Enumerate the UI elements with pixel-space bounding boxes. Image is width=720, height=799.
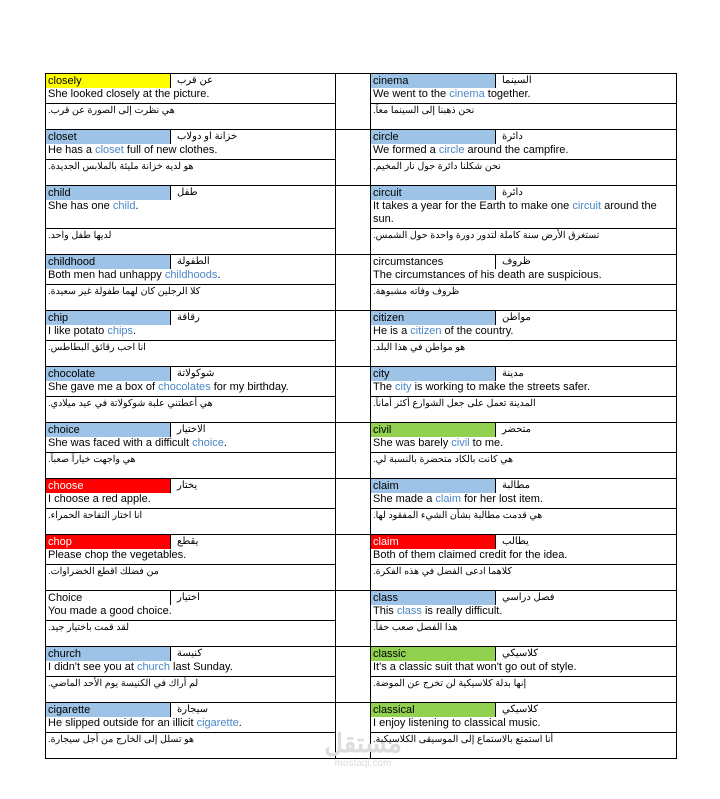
sentence-text: He has a	[48, 144, 96, 156]
arabic-translation: لقد قمت باختيار جيد.	[48, 622, 129, 633]
example-sentence	[371, 144, 676, 160]
sentence-text: This	[373, 605, 397, 617]
example-sentence	[371, 200, 676, 229]
arabic-translation: إنها بدلة كلاسيكية لن تخرج عن الموضة.	[373, 678, 527, 689]
column-gap	[336, 591, 371, 647]
sentence-text: He is a	[373, 325, 411, 337]
sentence-text: She has one	[48, 200, 113, 212]
arabic-word: دائرة	[502, 131, 523, 142]
vocab-entry-left	[46, 74, 336, 130]
example-sentence	[371, 493, 676, 509]
english-word: circumstances	[371, 255, 496, 269]
example-sentence	[371, 717, 676, 733]
arabic-translation: ظروف وفاته مشبوهة.	[373, 286, 460, 297]
highlighted-keyword: church	[136, 661, 170, 673]
example-sentence	[371, 269, 676, 285]
example-sentence	[46, 144, 335, 160]
vocab-entry-right	[371, 255, 677, 311]
vocab-entry-left	[46, 703, 336, 759]
vocab-entry-right	[371, 311, 677, 367]
sentence-text-end: for her lost item.	[461, 493, 543, 505]
vocab-entry-left	[46, 311, 336, 367]
table-row	[46, 186, 677, 255]
arabic-word: مدينة	[502, 368, 524, 379]
vocab-entry-left	[46, 367, 336, 423]
english-word: cigarette	[46, 703, 171, 717]
arabic-translation: انا اختار التفاحة الحمراء.	[48, 510, 143, 521]
arabic-translation: لديها طفل واحد.	[48, 230, 112, 241]
arabic-translation: كلاهما ادعى الفضل في هذه الفكرة.	[373, 566, 512, 577]
watermark-sub: mostaql.com	[334, 758, 392, 769]
sentence-text: It's a classic suit that won't go out of style.	[373, 661, 577, 673]
arabic-word: السينما	[502, 75, 532, 86]
vocabulary-table	[45, 73, 677, 759]
arabic-translation: تستغرق الأرض سنة كاملة لتدور دورة واحدة حول الشمس.	[373, 230, 600, 241]
sentence-text-end: .	[238, 717, 242, 729]
sentence-text: You made a good choice.	[48, 605, 172, 617]
vocab-entry-right	[371, 647, 677, 703]
english-word: claim	[371, 535, 496, 549]
english-word: child	[46, 186, 171, 200]
sentence-text-end: .	[223, 437, 227, 449]
arabic-translation: نحن شكلنا دائرة حول نار المخيم.	[373, 161, 501, 172]
english-word: choose	[46, 479, 171, 493]
column-gap	[336, 311, 371, 367]
sentence-text: The circumstances of his death are suspicious.	[373, 269, 602, 281]
sentence-text-end: is working to make the streets safer.	[411, 381, 591, 393]
arabic-translation: هي واجهت خياراً صعباً.	[48, 454, 136, 465]
vocab-entry-left	[46, 479, 336, 535]
english-word: closely	[46, 74, 171, 88]
highlighted-keyword: chocolates	[158, 381, 211, 393]
arabic-translation: هي أعطتني علبة شوكولاتة في عيد ميلادي.	[48, 398, 213, 409]
table-row	[46, 423, 677, 479]
example-sentence	[371, 549, 676, 565]
arabic-word: شوكولاتة	[177, 368, 215, 379]
arabic-translation: هو مواطن في هذا البلد.	[373, 342, 466, 353]
arabic-translation: هو تسلل إلى الخارج من أجل سيجارة.	[48, 734, 195, 745]
sentence-text: We went to the	[373, 88, 450, 100]
sentence-text-end: around the sun.	[373, 200, 657, 225]
example-sentence	[46, 493, 335, 509]
highlighted-keyword: childhoods	[164, 269, 218, 281]
sentence-text: She made a	[373, 493, 436, 505]
table-row	[46, 311, 677, 367]
arabic-translation: هي قدمت مطالبة بشأن الشيء المفقود لها.	[373, 510, 543, 521]
column-gap	[336, 130, 371, 186]
english-word: classical	[371, 703, 496, 717]
arabic-word: متحضر	[502, 424, 532, 435]
column-gap	[336, 255, 371, 311]
english-word: civil	[371, 423, 496, 437]
arabic-word: دائرة	[502, 187, 523, 198]
arabic-word: يطالب	[502, 536, 529, 547]
english-word: chocolate	[46, 367, 171, 381]
column-gap	[336, 535, 371, 591]
example-sentence	[371, 437, 676, 453]
sentence-text: Both of them claimed credit for the idea.	[373, 549, 568, 561]
vocab-entry-right	[371, 130, 677, 186]
table-row	[46, 479, 677, 535]
vocab-entry-left	[46, 255, 336, 311]
arabic-word: كلاسيكي	[502, 704, 538, 715]
english-word: choice	[46, 423, 171, 437]
arabic-translation: من فضلك اقطع الخضراوات.	[48, 566, 159, 577]
sentence-text-end: together.	[484, 88, 531, 100]
arabic-translation: نحن ذهبنا إلى السينما معاً.	[373, 105, 475, 116]
vocab-entry-right	[371, 74, 677, 130]
arabic-word: عن قرب	[177, 75, 214, 86]
english-word: claim	[371, 479, 496, 493]
vocab-entry-left	[46, 186, 336, 255]
vocab-entry-right	[371, 591, 677, 647]
highlighted-keyword: civil	[451, 437, 470, 449]
highlighted-keyword: chips	[107, 325, 134, 337]
highlighted-keyword: closet	[95, 144, 124, 156]
english-word: city	[371, 367, 496, 381]
example-sentence	[371, 325, 676, 341]
english-word: childhood	[46, 255, 171, 269]
sentence-text: I choose a red apple.	[48, 493, 151, 505]
sentence-text-end: full of new clothes.	[123, 144, 218, 156]
table-row	[46, 535, 677, 591]
sentence-text-end: is really difficult.	[421, 605, 503, 617]
arabic-word: مطالبة	[502, 480, 531, 491]
sentence-text: Please chop the vegetables.	[48, 549, 187, 561]
example-sentence	[371, 605, 676, 621]
vocab-entry-right	[371, 186, 677, 255]
sentence-text: He slipped outside for an illicit	[48, 717, 197, 729]
arabic-word: فصل دراسي	[502, 592, 555, 603]
example-sentence	[46, 661, 335, 677]
english-word: circle	[371, 130, 496, 144]
english-word: chop	[46, 535, 171, 549]
arabic-word: يقطع	[177, 536, 199, 547]
column-gap	[336, 186, 371, 255]
table-row	[46, 591, 677, 647]
table-row	[46, 255, 677, 311]
highlighted-keyword: claim	[435, 493, 462, 505]
vocab-entry-left	[46, 535, 336, 591]
english-word: circuit	[371, 186, 496, 200]
sentence-text-end: .	[133, 325, 137, 337]
arabic-word: اختيار	[177, 592, 200, 603]
sentence-text: I like potato	[48, 325, 108, 337]
arabic-word: الاختيار	[177, 424, 206, 435]
highlighted-keyword: city	[395, 381, 412, 393]
example-sentence	[46, 269, 335, 285]
example-sentence	[46, 381, 335, 397]
arabic-translation: أنا استمتع بالاستماع إلى الموسيقى الكلاسيكية.	[373, 734, 554, 745]
table-row	[46, 367, 677, 423]
example-sentence	[46, 717, 335, 733]
arabic-word: كنيسة	[177, 648, 203, 659]
arabic-word: رقاقة	[177, 312, 200, 323]
sentence-text: She was faced with a difficult	[48, 437, 193, 449]
sentence-text-end: of the country.	[441, 325, 514, 337]
arabic-translation: هي كانت بالكاد متحضرة بالنسبة لي.	[373, 454, 514, 465]
highlighted-keyword: choice	[192, 437, 224, 449]
english-word: closet	[46, 130, 171, 144]
column-gap	[336, 479, 371, 535]
vocab-entry-left	[46, 591, 336, 647]
column-gap	[336, 367, 371, 423]
example-sentence	[371, 381, 676, 397]
arabic-translation: هو لديه خزانة مليئة بالملابس الجديدة.	[48, 161, 194, 172]
arabic-translation: لم أراك في الكنيسة يوم الأحد الماضي.	[48, 678, 199, 689]
sentence-text-end: .	[135, 200, 139, 212]
vocab-entry-right	[371, 367, 677, 423]
example-sentence	[46, 88, 335, 104]
sentence-text-end: .	[217, 269, 221, 281]
highlighted-keyword: class	[396, 605, 422, 617]
column-gap	[336, 647, 371, 703]
highlighted-keyword: citizen	[410, 325, 442, 337]
english-word: class	[371, 591, 496, 605]
column-gap	[336, 74, 371, 130]
english-word: citizen	[371, 311, 496, 325]
arabic-word: ظروف	[502, 256, 531, 267]
arabic-word: يختار	[177, 480, 198, 491]
example-sentence	[46, 549, 335, 565]
sentence-text: The	[373, 381, 396, 393]
sentence-text: I enjoy listening to classical music.	[373, 717, 541, 729]
arabic-word: سيجارة	[177, 704, 208, 715]
highlighted-keyword: circle	[438, 144, 465, 156]
arabic-translation: كلا الرجلين كان لهما طفولة غير سعيدة.	[48, 286, 201, 297]
table-row	[46, 647, 677, 703]
table-row	[46, 130, 677, 186]
sentence-text: Both men had unhappy	[48, 269, 165, 281]
vocab-entry-left	[46, 647, 336, 703]
example-sentence	[46, 437, 335, 453]
highlighted-keyword: cigarette	[196, 717, 239, 729]
sentence-text: She was barely	[373, 437, 452, 449]
english-word: Choice	[46, 591, 171, 605]
example-sentence	[46, 605, 335, 621]
vocab-entry-right	[371, 423, 677, 479]
vocab-entry-left	[46, 130, 336, 186]
sentence-text: It takes a year for the Earth to make one	[373, 200, 573, 212]
sentence-text: She looked closely at the picture.	[48, 88, 210, 100]
arabic-translation: انا احب رقائق البطاطس.	[48, 342, 146, 353]
arabic-word: مواطن	[502, 312, 531, 323]
arabic-word: طفل	[177, 187, 198, 198]
english-word: chip	[46, 311, 171, 325]
vocab-entry-right	[371, 479, 677, 535]
watermark-logo	[318, 728, 408, 778]
highlighted-keyword: child	[112, 200, 136, 212]
watermark-main: مستقل	[324, 728, 402, 758]
arabic-word: كلاسيكي	[502, 648, 538, 659]
english-word: classic	[371, 647, 496, 661]
english-word: cinema	[371, 74, 496, 88]
example-sentence	[371, 88, 676, 104]
sentence-text-end: around the campfire.	[464, 144, 569, 156]
sentence-text-end: to me.	[469, 437, 504, 449]
example-sentence	[46, 200, 335, 229]
sentence-text: We formed a	[373, 144, 439, 156]
example-sentence	[371, 661, 676, 677]
highlighted-keyword: cinema	[449, 88, 485, 100]
table-row	[46, 74, 677, 130]
sentence-text: She gave me a box of	[48, 381, 159, 393]
arabic-translation: هذا الفصل صعب حقاً.	[373, 622, 458, 633]
arabic-translation: هي نظرت إلى الصورة عن قرب.	[48, 105, 175, 116]
sentence-text-end: last Sunday.	[169, 661, 233, 673]
arabic-word: الطفولة	[177, 256, 210, 267]
sentence-text: I didn't see you at	[48, 661, 137, 673]
vocab-entry-left	[46, 423, 336, 479]
arabic-translation: المدينة تعمل على جعل الشوارع أكثر أماناً.	[373, 398, 536, 409]
english-word: church	[46, 647, 171, 661]
arabic-word: خزانة او دولاب	[177, 131, 238, 142]
highlighted-keyword: circuit	[572, 200, 602, 212]
column-gap	[336, 423, 371, 479]
vocab-entry-right	[371, 703, 677, 759]
vocab-entry-right	[371, 535, 677, 591]
sentence-text-end: for my birthday.	[210, 381, 289, 393]
example-sentence	[46, 325, 335, 341]
